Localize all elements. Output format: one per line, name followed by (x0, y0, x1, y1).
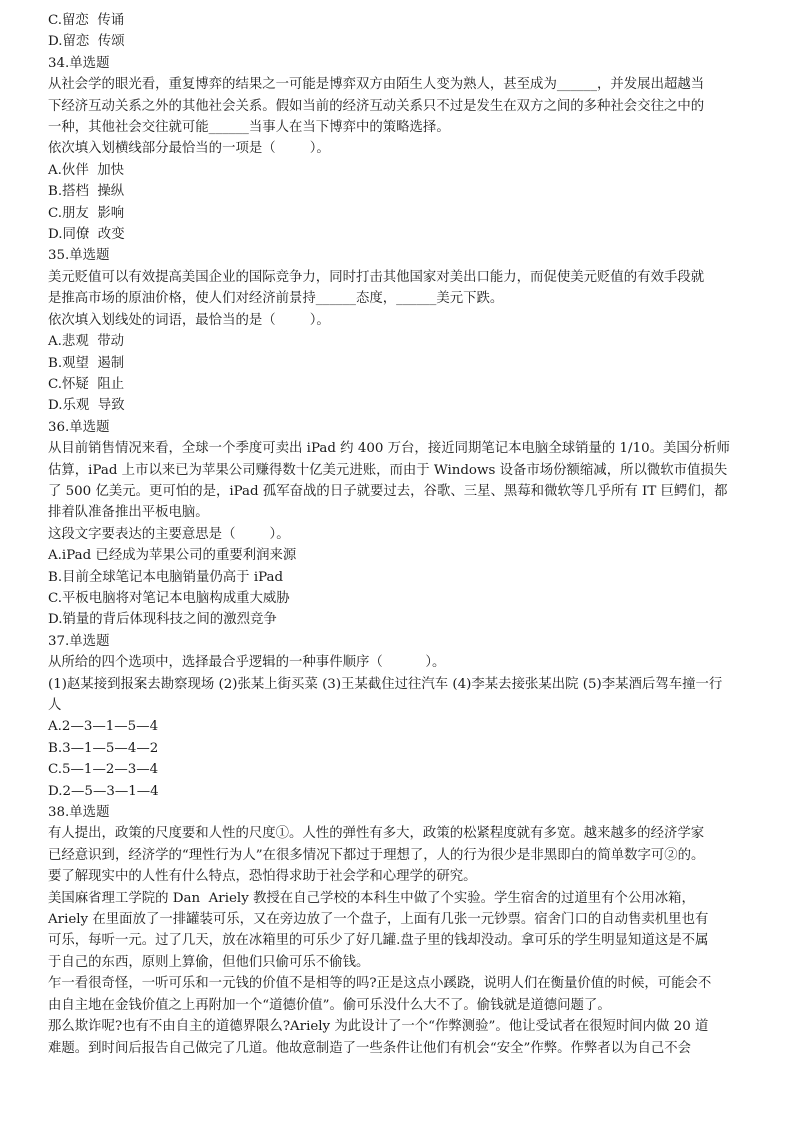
text-line: B.观望 遏制 (48, 355, 125, 371)
text-line: D.留恋 传颂 (48, 34, 125, 50)
text-line: 35.单选题 (48, 248, 110, 264)
text-line: 34.单选题 (48, 55, 110, 71)
text-line: 从社会学的眼光看，重复博弈的结果之一可能是博弈双方由陌生人变为熟人，甚至成为______，并发展出超越当 (48, 77, 705, 93)
text-line: 于自己的东西，原则上算偷，但他们只偷可乐不偷钱。 (48, 954, 370, 970)
text-line: 依次填入划横线部分最恰当的一项是（ ）。 (48, 141, 330, 157)
text-line: 已经意识到，经济学的“理性行为人”在很多情况下都过于理想了，人的行为很少是非黑即白的简单数字可②的。 (48, 847, 705, 863)
text-line: 36.单选题 (48, 419, 110, 435)
text-line: 38.单选题 (48, 805, 110, 821)
text-line: 那么欺诈呢?也有不由自主的道德界限么?Ariely 为此设计了一个“作弊测验”。他让受试者在很短时间内做 20 道 (48, 1019, 709, 1035)
text-line: C.朋友 影响 (48, 205, 125, 221)
text-line: C.怀疑 阻止 (48, 376, 125, 392)
text-line: C.留恋 传诵 (48, 13, 125, 28)
text-line: (1)赵某接到报案去勘察现场 (2)张某上街买菜 (3)王某截住过往汽车 (4)李某去接张某出院 (5)李某酒后驾车撞一行 (48, 676, 723, 692)
text-line: B.3—1—5—4—2 (48, 740, 159, 756)
text-line: 是推高市场的原油价格，使人们对经济前景持______态度，______美元下跌。 (48, 291, 504, 307)
text-line: Ariely 在里面放了一排罐装可乐，又在旁边放了一个盘子，上面有几张一元钞票。宿舍门口的自动售卖机里也有 (48, 912, 709, 928)
text-line: 下经济互动关系之外的其他社会关系。假如当前的经济互动关系只不过是发生在双方之间的多种社会交往之中的 (48, 98, 705, 114)
text-line: 从所给的四个选项中，选择最合乎逻辑的一种事件顺序（ ）。 (48, 655, 446, 671)
text-line: 难题。到时间后报告自己做完了几道。他故意制造了一些条件让他们有机会“安全”作弊。作弊者以为自己不会 (48, 1040, 692, 1056)
text-line: 由自主地在金钱价值之上再附加一个“道德价值”。偷可乐没什么大不了。偷钱就是道德问题了。 (48, 997, 611, 1013)
text-line: D.乐观 导致 (48, 398, 125, 414)
text-line: 有人提出，政策的尺度要和人性的尺度①。人性的弹性有多大，政策的松紧程度就有多宽。越来越多的经济学家 (48, 826, 705, 842)
text-line: 美元贬值可以有效提高美国企业的国际竞争力，同时打击其他国家对美出口能力，而促使美元贬值的有效手段就 (48, 269, 705, 285)
text-line: 估算，iPad 上市以来已为苹果公司赚得数十亿美元进账，而由于 Windows 设备市场份额缩减，所以微软市值损失 (48, 462, 728, 478)
text-line: D.2—5—3—1—4 (48, 783, 159, 799)
text-line: 人 (48, 698, 62, 713)
text-line: C.平板电脑将对笔记本电脑构成重大威胁 (48, 590, 290, 606)
text-line: 可乐，每听一元。过了几天，放在冰箱里的可乐少了好几罐.盘子里的钱却没动。拿可乐的学生明显知道这是不属 (48, 933, 709, 949)
text-line: A.伙伴 加快 (48, 162, 125, 178)
text-line: 依次填入划线处的词语，最恰当的是（ ）。 (48, 312, 330, 328)
text-line: 排着队准备推出平板电脑。 (48, 505, 209, 521)
text-line: 了 500 亿美元。更可怕的是，iPad 孤军奋战的日子就要过去，谷歌、三星、黑莓和微软等几乎所有 IT 巨鳄们，都 (48, 483, 728, 499)
text-line: D.销量的背后体现科技之间的激烈竞争 (48, 612, 277, 628)
text-line: A.iPad 已经成为苹果公司的重要利润来源 (48, 548, 297, 564)
text-line: A.悲观 带动 (48, 334, 125, 350)
text-line: B.目前全球笔记本电脑销量仍高于 iPad (48, 569, 284, 585)
text-line: 乍一看很奇怪，一听可乐和一元钱的价值不是相等的吗?正是这点小蹊跷，说明人们在衡量价值的时候，可能会不 (48, 976, 712, 992)
text-line: A.2—3—1—5—4 (48, 719, 159, 735)
text-line: 37.单选题 (48, 633, 110, 649)
text-line: 这段文字要表达的主要意思是（ ）。 (48, 526, 290, 542)
text-line: B.搭档 操纵 (48, 184, 125, 200)
text-line: 从目前销售情况来看，全球一个季度可卖出 iPad 约 400 万台，接近同期笔记本电脑全球销量的 1/10。美国分析师 (48, 441, 730, 457)
text-line: D.同僚 改变 (48, 227, 125, 243)
text-line: C.5—1—2—3—4 (48, 762, 159, 778)
text-line: 要了解现实中的人性有什么特点，恐怕得求助于社会学和心理学的研究。 (48, 869, 477, 885)
text-line: 一种，其他社会交往就可能______当事人在当下博弈中的策略选择。 (48, 120, 450, 136)
text-line: 美国麻省理工学院的 Dan Ariely 教授在自己学校的本科生中做了个实验。学生宿舍的过道里有个公用冰箱， (48, 890, 695, 906)
